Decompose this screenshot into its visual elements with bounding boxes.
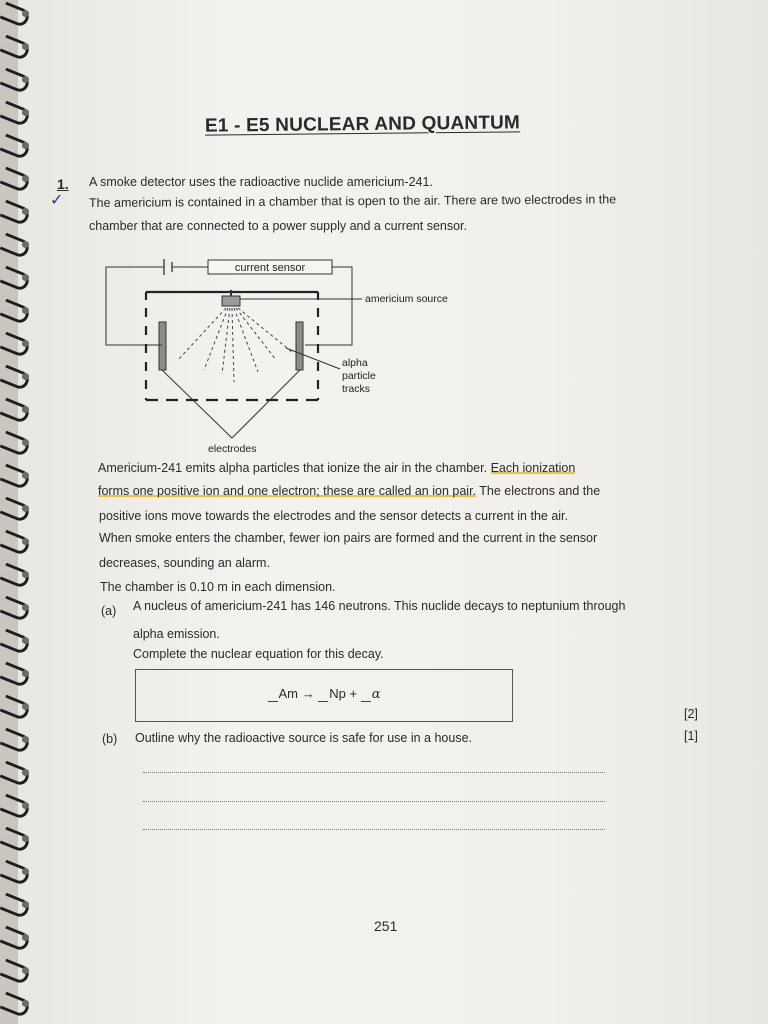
- np-number-blank[interactable]: [318, 689, 328, 702]
- electrode-pointers: [162, 370, 300, 438]
- answer-line-3[interactable]: [143, 829, 605, 830]
- binding-hole: [22, 373, 29, 380]
- binding-hole: [22, 109, 29, 116]
- check-mark-icon: ✓: [50, 192, 64, 209]
- intro-line-3: chamber that are connected to a power supply and a current sensor.: [89, 219, 468, 233]
- am-number-blank[interactable]: [268, 689, 278, 702]
- source-label: americium source: [365, 293, 448, 305]
- part-b-marks: [1]: [684, 729, 698, 743]
- binding-hole: [22, 802, 29, 809]
- spiral-binding: [0, 0, 40, 1024]
- binding-hole: [22, 538, 29, 545]
- part-a-line-2: alpha emission.: [133, 627, 220, 641]
- binding-hole: [22, 175, 29, 182]
- binding-hole: [22, 934, 29, 941]
- plus-sign: +: [349, 686, 358, 701]
- am-symbol: Am: [278, 686, 298, 701]
- body-line-2: [98, 484, 600, 498]
- body-line-1: [98, 461, 575, 475]
- americium-source: [222, 296, 240, 306]
- body-line-4: When smoke enters the chamber, fewer ion pairs are formed and the current in the sensor: [99, 531, 598, 545]
- binding-hole: [22, 571, 29, 578]
- binding-hole: [22, 142, 29, 149]
- nuclear-equation: [136, 686, 512, 702]
- binding-hole: [22, 736, 29, 743]
- alpha-number-blank[interactable]: [361, 689, 371, 702]
- question-number: 1.: [57, 176, 69, 192]
- binding-hole: [22, 10, 29, 17]
- binding-hole: [22, 340, 29, 347]
- intro-line-1: A smoke detector uses the radioactive nuclide americium-241.: [89, 175, 433, 189]
- highlight-ion-pair: forms one positive ion and one electron; these are called an ion pair.: [98, 484, 477, 498]
- alpha-label-1: alpha: [342, 357, 368, 369]
- alpha-label-3: tracks: [342, 383, 371, 395]
- binding-hole: [22, 604, 29, 611]
- page-number: 251: [374, 918, 398, 934]
- binding-hole: [22, 769, 29, 776]
- binding-hole: [22, 967, 29, 974]
- binding-hole: [22, 703, 29, 710]
- part-b-label: (b): [102, 732, 118, 746]
- body-line-6: The chamber is 0.10 m in each dimension.: [100, 580, 336, 594]
- left-electrode: [159, 322, 166, 370]
- highlight-ionization: Each ionization: [490, 461, 576, 475]
- binding-hole: [22, 274, 29, 281]
- binding-hole: [22, 76, 29, 83]
- body-line-2b: The electrons and the: [476, 484, 601, 498]
- part-a-marks: [2]: [684, 707, 698, 721]
- battery-icon: [164, 259, 172, 275]
- current-sensor-label: current sensor: [234, 262, 306, 274]
- equation-box[interactable]: [135, 669, 513, 722]
- body-line-1a: Americium-241 emits alpha particles that ionize the air in the chamber.: [98, 461, 491, 475]
- binding-hole: [22, 505, 29, 512]
- binding-hole: [22, 43, 29, 50]
- page-title: E1 - E5 NUCLEAR AND QUANTUM: [204, 112, 521, 137]
- binding-hole: [22, 1000, 29, 1007]
- binding-hole: [22, 637, 29, 644]
- part-a-label: (a): [101, 604, 117, 618]
- answer-line-1[interactable]: [143, 772, 605, 773]
- binding-hole: [22, 472, 29, 479]
- binding-hole: [22, 670, 29, 677]
- intro-line-2: The americium is contained in a chamber that is open to the air. There are two electrodes in the: [88, 192, 617, 210]
- binding-hole: [22, 241, 29, 248]
- right-electrode: [296, 322, 303, 370]
- answer-line-2[interactable]: [143, 801, 605, 802]
- body-line-5: decreases, sounding an alarm.: [99, 556, 270, 570]
- np-symbol: Np: [329, 686, 346, 701]
- part-a-line-1: A nucleus of americium-241 has 146 neutrons. This nuclide decays to neptunium through: [133, 599, 626, 613]
- electrodes-label: electrodes: [208, 443, 257, 455]
- binding-hole: [22, 868, 29, 875]
- part-a-line-3: Complete the nuclear equation for this decay.: [133, 647, 384, 661]
- arrow-icon: →: [301, 686, 315, 701]
- body-line-3: positive ions move towards the electrodes and the sensor detects a current in the air.: [99, 509, 569, 523]
- binding-hole: [22, 208, 29, 215]
- alpha-symbol: α: [371, 687, 381, 702]
- alpha-label-2: particle: [342, 370, 376, 382]
- smoke-detector-diagram: [100, 252, 480, 462]
- alpha-tracks: [178, 308, 292, 382]
- part-b-text: Outline why the radioactive source is safe for use in a house.: [135, 731, 472, 745]
- binding-hole: [22, 835, 29, 842]
- binding-hole: [22, 307, 29, 314]
- binding-hole: [22, 406, 29, 413]
- binding-hole: [22, 439, 29, 446]
- binding-hole: [22, 901, 29, 908]
